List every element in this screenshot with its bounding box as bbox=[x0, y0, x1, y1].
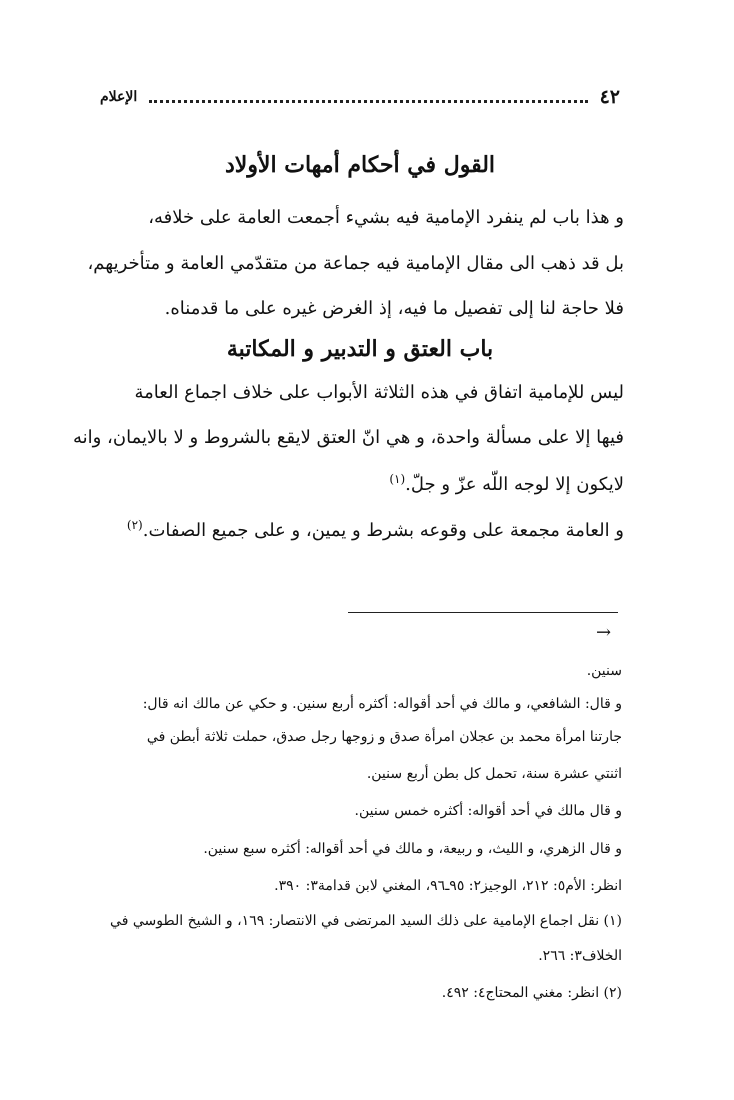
page-number: ٤٢ bbox=[599, 86, 620, 108]
footnote-line: انظر: الأم٥: ٢١٢، الوجيز٢: ٩٥ـ٩٦، المغني لابن قدامة٣: ٣٩٠. bbox=[274, 878, 622, 894]
running-header bbox=[100, 82, 620, 112]
book-title: الإعلام bbox=[100, 89, 138, 105]
paragraph-line: فلا حاجة لنا إلى تفصيل ما فيه، إذ الغرض غيره على ما قدمناه. bbox=[164, 298, 624, 319]
paragraph-line bbox=[389, 466, 624, 498]
footnote-line: سنين. bbox=[586, 663, 622, 679]
paragraph-line-text: و العامة مجمعة على وقوعه بشرط و يمين، و على جميع الصفات. bbox=[142, 520, 624, 541]
footnote-line: و قال: الشافعي، و مالك في أحد أقواله: أكثره أربع سنين. و حكي عن مالك انه قال: bbox=[142, 696, 622, 712]
paragraph-line: فيها إلا على مسألة واحدة، و هي انّ العتق لايقع بالشروط و لا بالايمان، وانه bbox=[72, 427, 624, 448]
footnote-marker: (١) bbox=[389, 472, 406, 486]
footnote-line: (١) نقل اجماع الإمامية على ذلك السيد المرتضى في الانتصار: ١٦٩، و الشيخ الطوسي في bbox=[110, 913, 622, 929]
header-dotted-leader bbox=[149, 100, 587, 103]
section-heading-umm-walad: القول في أحكام أمهات الأولاد bbox=[224, 152, 496, 178]
footnote-line: الخلاف٣: ٢٦٦. bbox=[538, 948, 622, 964]
paragraph-line: ليس للإمامية اتفاق في هذه الثلاثة الأبواب على خلاف اجماع العامة bbox=[134, 382, 624, 403]
footnote-line: و قال مالك في أحد أقواله: أكثره خمس سنين. bbox=[354, 803, 622, 819]
paragraph-line-text: لايكون إلا لوجه اللّه عزّ و جلّ. bbox=[405, 474, 624, 495]
footnote-line: اثنتي عشرة سنة، تحمل كل بطن أربع سنين. bbox=[366, 766, 622, 782]
footnote-separator bbox=[348, 612, 618, 613]
paragraph-line bbox=[127, 512, 624, 544]
footnote-marker: (٢) bbox=[126, 518, 143, 532]
footnote-line: جارتنا امرأة محمد بن عجلان امرأة صدق و زوجها رجل صدق، حملت ثلاثة أبطن في bbox=[146, 729, 622, 745]
footnote-line: (٢) انظر: مغني المحتاج٤: ٤٩٢. bbox=[441, 985, 622, 1001]
section-heading-itq: باب العتق و التدبير و المكاتبة bbox=[226, 336, 494, 362]
footnote-line: و قال الزهري، و الليث، و ربيعة، و مالك في أحد أقواله: أكثره سبع سنين. bbox=[203, 841, 622, 857]
paragraph-line: بل قد ذهب الى مقال الإمامية فيه جماعة من متقدّمي العامة و متأخريهم، bbox=[87, 253, 624, 274]
paragraph-line: و هذا باب لم ينفرد الإمامية فيه بشيء أجمعت العامة على خلافه، bbox=[148, 207, 624, 228]
continuation-arrow: → bbox=[596, 622, 612, 643]
